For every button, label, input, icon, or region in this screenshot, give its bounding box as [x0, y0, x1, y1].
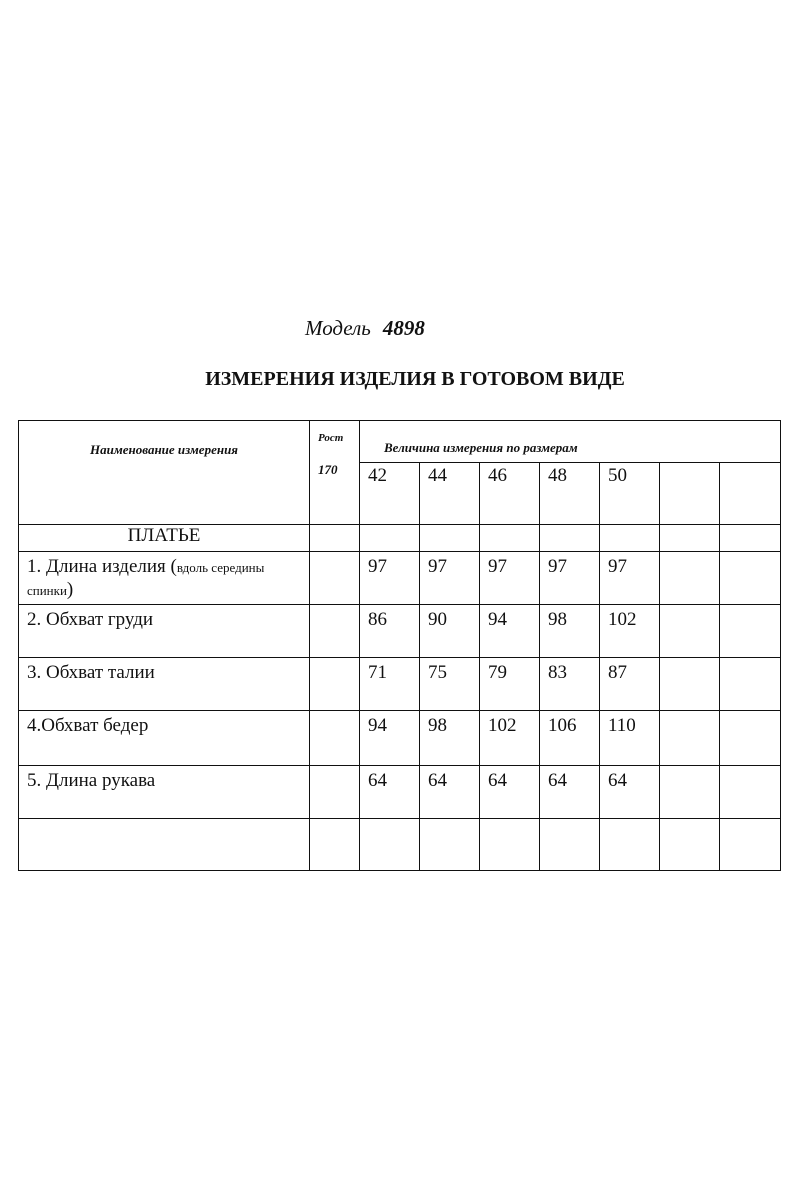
table-row-empty — [19, 819, 781, 871]
value-cell: 98 — [420, 711, 480, 766]
value-cell: 94 — [360, 711, 420, 766]
empty-cell — [720, 819, 781, 871]
value-cell — [720, 658, 781, 711]
group-label: ПЛАТЬЕ — [19, 525, 310, 552]
group-row — [19, 525, 781, 552]
table-row — [19, 711, 781, 766]
value-cell — [720, 605, 781, 658]
value-cell: 64 — [480, 766, 540, 819]
value-cell: 97 — [600, 552, 660, 605]
header-row — [19, 421, 781, 463]
value-cell — [720, 552, 781, 605]
model-number: 4898 — [382, 316, 425, 340]
value-cell: 97 — [420, 552, 480, 605]
empty-cell — [360, 819, 420, 871]
header-name-cell: Наименование измерения — [19, 421, 310, 525]
empty-cell — [600, 525, 660, 552]
measurement-note: вдоль середины спинки — [27, 560, 265, 598]
value-cell — [660, 605, 720, 658]
table-row — [19, 766, 781, 819]
measurement-name — [19, 766, 310, 819]
header-sizes-cell: Величина измерения по размерам — [360, 421, 781, 463]
measurement-name-text: 5. Длина рукава — [27, 770, 156, 791]
empty-cell — [480, 525, 540, 552]
document-title: ИЗМЕРЕНИЯ ИЗДЕЛИЯ В ГОТОВОМ ВИДЕ — [205, 368, 625, 390]
value-cell: 64 — [360, 766, 420, 819]
empty-cell — [480, 819, 540, 871]
value-cell: 106 — [540, 711, 600, 766]
empty-cell — [600, 819, 660, 871]
value-cell: 64 — [600, 766, 660, 819]
rost-cell — [310, 658, 360, 711]
value-cell: 110 — [600, 711, 660, 766]
header-rost-cell — [310, 421, 360, 525]
measurement-name — [19, 711, 310, 766]
measurements-table — [18, 420, 781, 871]
value-cell: 97 — [540, 552, 600, 605]
value-cell: 64 — [420, 766, 480, 819]
empty-cell — [360, 525, 420, 552]
empty-cell — [19, 819, 310, 871]
measurement-name-text: 4.Обхват бедер — [27, 715, 149, 736]
value-cell: 83 — [540, 658, 600, 711]
measurement-name — [19, 605, 310, 658]
table-row — [19, 658, 781, 711]
value-cell: 75 — [420, 658, 480, 711]
measurement-name — [19, 658, 310, 711]
empty-cell — [420, 525, 480, 552]
value-cell: 102 — [600, 605, 660, 658]
size-cell: 42 — [360, 463, 420, 525]
size-cell — [720, 463, 781, 525]
value-cell — [660, 658, 720, 711]
empty-cell — [310, 819, 360, 871]
size-cell: 46 — [480, 463, 540, 525]
empty-cell — [310, 525, 360, 552]
value-cell: 86 — [360, 605, 420, 658]
value-cell: 90 — [420, 605, 480, 658]
empty-cell — [660, 819, 720, 871]
empty-cell — [540, 525, 600, 552]
model-line — [305, 316, 425, 341]
value-cell: 71 — [360, 658, 420, 711]
value-cell: 102 — [480, 711, 540, 766]
rost-cell — [310, 552, 360, 605]
size-cell: 48 — [540, 463, 600, 525]
rost-cell — [310, 605, 360, 658]
value-cell: 97 — [480, 552, 540, 605]
measurement-name-text: 1. Длина изделия ( — [27, 556, 177, 577]
rost-value: 170 — [318, 462, 338, 477]
empty-cell — [660, 525, 720, 552]
value-cell: 97 — [360, 552, 420, 605]
measurement-name-text: 2. Обхват груди — [27, 609, 154, 630]
value-cell: 98 — [540, 605, 600, 658]
measurement-name — [19, 552, 310, 605]
table-row — [19, 552, 781, 605]
size-cell — [660, 463, 720, 525]
rost-cell — [310, 766, 360, 819]
size-cell: 44 — [420, 463, 480, 525]
measurement-name-text: 3. Обхват талии — [27, 662, 155, 683]
value-cell: 94 — [480, 605, 540, 658]
model-label: Модель — [305, 316, 371, 340]
header-rost-label: Рост — [318, 432, 344, 444]
value-cell — [720, 711, 781, 766]
value-cell — [660, 552, 720, 605]
value-cell: 79 — [480, 658, 540, 711]
empty-cell — [720, 525, 781, 552]
empty-cell — [540, 819, 600, 871]
rost-cell — [310, 711, 360, 766]
value-cell: 87 — [600, 658, 660, 711]
value-cell — [660, 711, 720, 766]
value-cell — [720, 766, 781, 819]
value-cell: 64 — [540, 766, 600, 819]
table-row — [19, 605, 781, 658]
size-cell: 50 — [600, 463, 660, 525]
measurement-name-close: ) — [66, 579, 74, 600]
empty-cell — [420, 819, 480, 871]
value-cell — [660, 766, 720, 819]
